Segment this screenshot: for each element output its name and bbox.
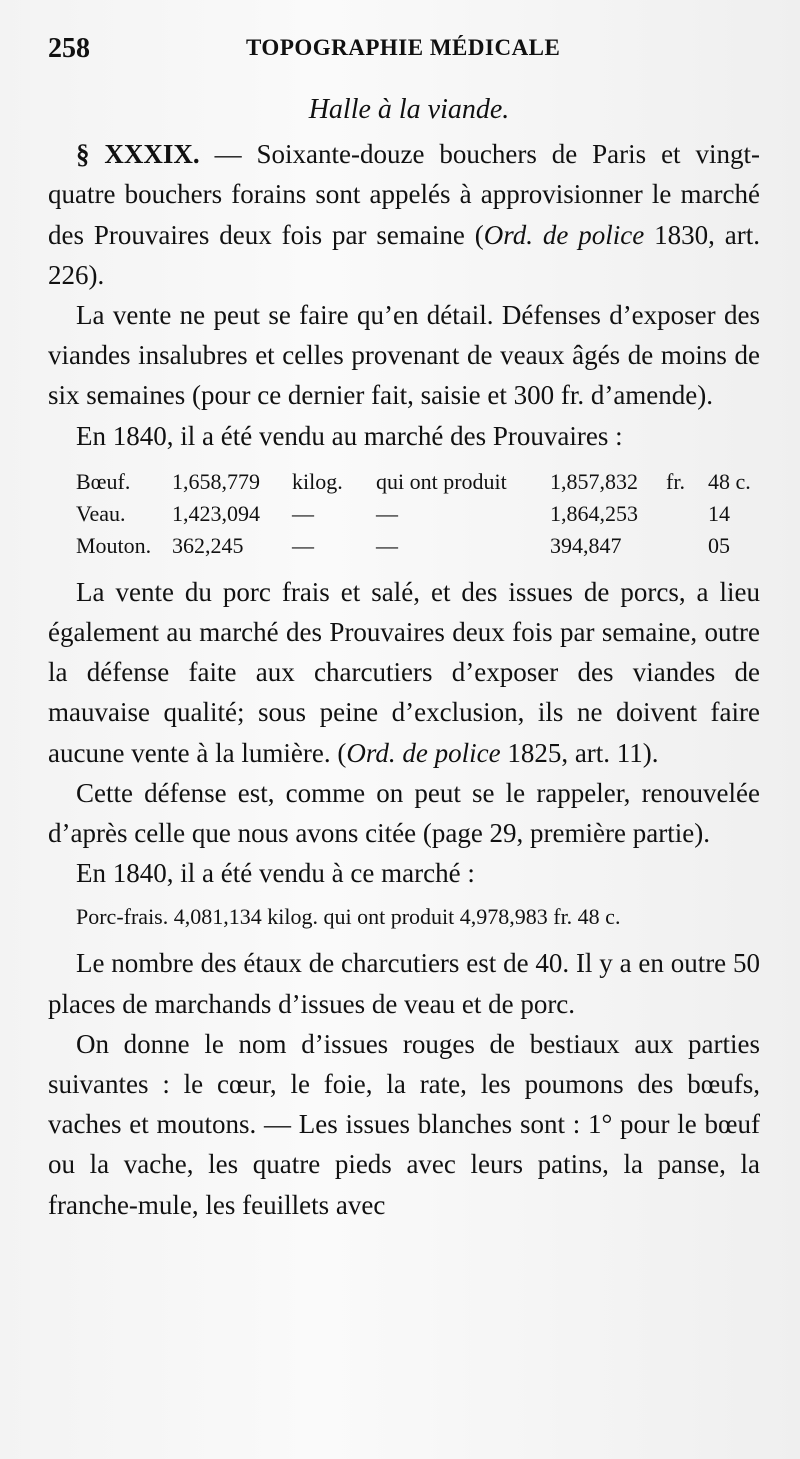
paragraph: On donne le nom d’issues rouges de bestiaux aux parties suivantes : le cœur, le foie, la rate, les poumons des bœufs, vaches et moutons. — Les issues blanches sont : 1° pour le bœuf ou la vache, les quatre pieds avec leurs patins, la panse, la franche-mule, les feuillets avec (48, 1028, 760, 1220)
meat-sales-table (48, 466, 760, 562)
paragraph: En 1840, il a été vendu à ce marché : (76, 858, 475, 889)
running-title: TOPOGRAPHIE MÉDICALE (246, 35, 561, 60)
section-mark: § XXXIX. (76, 139, 200, 170)
table-row: Bœuf. 1,658,779 kilog. qui ont produit 1,857,832 fr. 48 c. (76, 468, 751, 494)
paragraph: Le nombre des étaux de charcutiers est de 40. Il y a en outre 50 places de marchands d’issues de veau et de porc. (48, 948, 760, 1019)
paragraph: En 1840, il a été vendu au marché des Prouvaires : (76, 420, 623, 451)
paragraph: § XXXIX. — Soixante-douze bouchers de Paris et vingt-quatre bouchers forains sont appelés à approvisionner le marché des Prouvaires deux fois par semaine (Ord. de police 1830, art. 226). (48, 139, 760, 290)
body-text (48, 90, 760, 1225)
page-header (48, 33, 758, 69)
paragraph: La vente ne peut se faire qu’en détail. Défenses d’exposer des viandes insalubres et celles provenant de veaux âgés de moins de six semaines (pour ce dernier fait, saisie et 300 fr. d’amende). (48, 300, 760, 411)
section-title: Halle à la viande. (308, 94, 510, 125)
paragraph: La vente du porc frais et salé, et des issues de porcs, a lieu également au marché des Prouvaires deux fois par semaine, outre la défense faite aux charcutiers d’exposer des viandes de mauvaise qualité; sous peine d’exclusion, ils ne doivent faire aucune vente à la lumière. (Ord. de police 1825, art. 11). (48, 576, 760, 768)
pork-sales-row: Porc-frais. 4,081,134 kilog. qui ont produit 4,978,983 fr. 48 c. (76, 904, 621, 930)
paragraph: Cette défense est, comme on peut se le rappeler, renouvelée d’après celle que nous avons citée (page 29, première partie). (48, 777, 760, 849)
page-number: 258 (48, 33, 90, 64)
table-row: Veau. 1,423,094 — — 1,864,253 14 (76, 500, 730, 526)
table-row: Mouton. 362,245 — — 394,847 05 (76, 532, 730, 558)
